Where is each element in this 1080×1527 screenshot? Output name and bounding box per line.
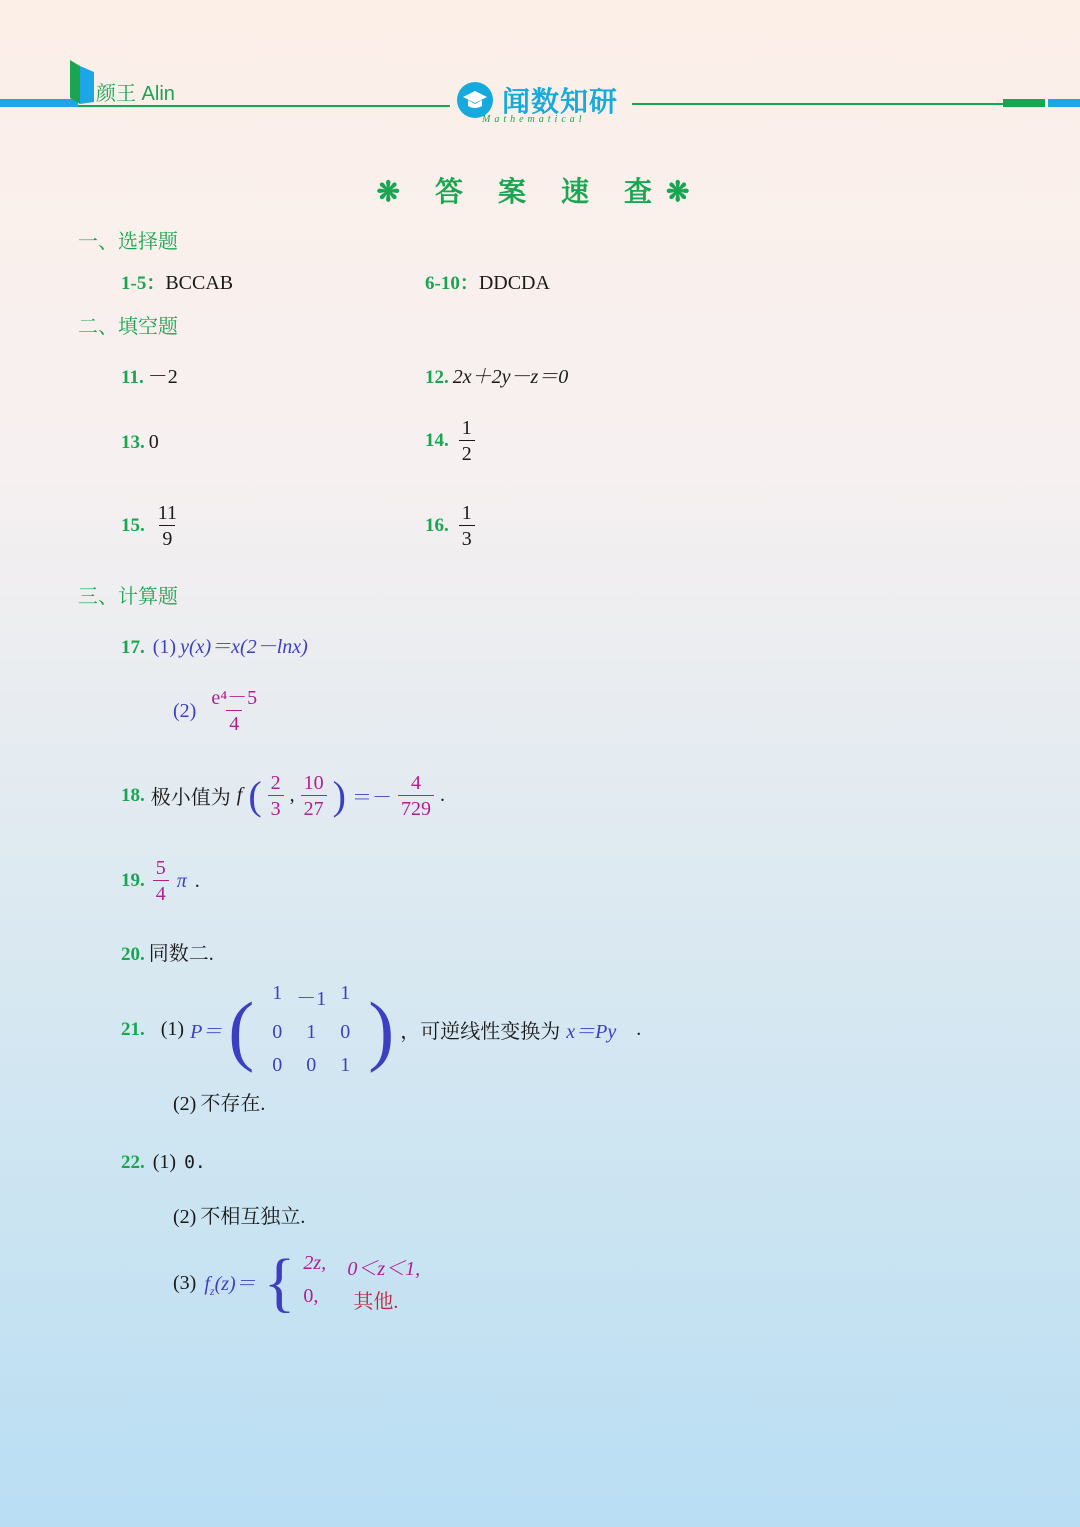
brand-name: 颜王 Alin <box>96 83 175 105</box>
point-x <box>268 773 284 819</box>
question-number: 16. <box>425 515 449 536</box>
answer-22-part-1 <box>121 1151 206 1174</box>
choice-answers-6-10 <box>425 268 550 295</box>
piecewise-cases <box>303 1252 477 1314</box>
denominator: 2 <box>459 440 475 464</box>
matrix-cell: 1 <box>306 1021 317 1043</box>
answer-fraction <box>153 858 169 904</box>
section-fill-heading: 二、填空题 <box>78 316 178 338</box>
case-value: 0, <box>303 1285 319 1307</box>
case-value: 2z, <box>303 1252 327 1274</box>
numerator: 5 <box>155 857 166 879</box>
answer-value: 0. <box>184 1152 206 1173</box>
part-label: (3) <box>173 1271 197 1294</box>
numerator: 2 <box>270 771 281 794</box>
pi-symbol: π <box>176 869 187 892</box>
function-symbol: f <box>236 784 243 806</box>
matrix-cell: 1 <box>340 1054 351 1076</box>
answer-value: 2x＋2y－z＝0 <box>452 366 569 388</box>
answer-14 <box>425 418 475 464</box>
part-label: (2) <box>173 1093 197 1115</box>
header-bar-green <box>1003 99 1045 107</box>
cases-brace: { <box>263 1246 296 1319</box>
answer-text: 同数二. <box>148 943 214 965</box>
comma: , <box>289 784 295 806</box>
matrix-cell: 0 <box>306 1054 317 1076</box>
numerator: 1 <box>461 502 472 524</box>
numerator: 4 <box>410 771 421 794</box>
answer-21-part-2 <box>173 1087 265 1116</box>
answer-expression: y(x)＝x(2－lnx) <box>180 636 308 658</box>
question-number: 13. <box>121 432 145 453</box>
choice-label-1-5: 1-5： <box>121 273 166 294</box>
answer-11 <box>121 360 178 389</box>
choice-value-6-10: DDCDA <box>478 272 550 294</box>
matrix-cell: －1 <box>296 988 327 1010</box>
answer-17-part-2 <box>173 688 260 734</box>
answer-value: －2 <box>147 366 178 388</box>
period: . <box>439 784 445 806</box>
answer-text: 极小值为 <box>150 787 231 809</box>
matrix-name: P＝ <box>190 1021 223 1043</box>
denominator: 9 <box>159 525 175 549</box>
answer-17-part-1 <box>121 630 308 659</box>
answer-19 <box>121 858 200 904</box>
answer-22-part-2 <box>173 1200 305 1229</box>
matrix-cell: 1 <box>272 982 283 1004</box>
answer-13 <box>121 431 159 454</box>
question-number: 22. <box>121 1152 145 1173</box>
numerator: 1 <box>461 417 472 439</box>
part-label: (2) <box>173 699 197 722</box>
answer-12 <box>425 360 568 389</box>
question-number: 19. <box>121 870 145 891</box>
matrix-cell: 0 <box>272 1021 283 1043</box>
question-number: 18. <box>121 784 145 806</box>
question-number: 14. <box>425 430 449 451</box>
answer-expression: x＝Py <box>566 1021 617 1043</box>
question-number: 11. <box>121 367 144 388</box>
logo-subtitle: Mathematical <box>482 114 586 125</box>
equals-sign: ＝－ <box>351 787 392 809</box>
numerator: 10 <box>303 771 324 794</box>
question-number: 15. <box>121 515 145 536</box>
left-paren: ( <box>248 773 262 818</box>
function-symbol: f <box>204 1273 210 1295</box>
answer-fraction <box>459 503 475 549</box>
part-label: (1) <box>152 1151 177 1173</box>
matrix-P <box>260 982 362 1077</box>
section-calc-heading: 三、计算题 <box>78 586 178 608</box>
logo-title: 闻数知研 <box>502 86 619 117</box>
answer-fraction <box>155 503 180 549</box>
answer-fraction <box>208 688 260 734</box>
answer-text: 不相互独立. <box>200 1206 306 1228</box>
period: . <box>636 1018 642 1040</box>
section-choice-heading: 一、选择题 <box>78 231 178 253</box>
right-paren: ) <box>332 773 346 818</box>
function-name <box>204 1267 255 1299</box>
denominator: 27 <box>301 795 327 819</box>
book-logo-icon <box>70 58 96 104</box>
header-bar-left <box>0 99 78 107</box>
matrix-right-paren: ) <box>368 985 395 1073</box>
answer-21-part-1 <box>121 982 641 1077</box>
matrix-left-paren: ( <box>228 985 255 1073</box>
part-label: (1) <box>160 1018 185 1040</box>
period: . <box>194 869 200 892</box>
part-label: (2) <box>173 1206 197 1228</box>
point-y <box>301 773 327 819</box>
answer-fraction <box>398 773 434 819</box>
matrix-cell: 0 <box>340 1021 351 1043</box>
numerator: 11 <box>157 502 178 524</box>
answer-text: ，可逆线性变换为 <box>400 1021 561 1043</box>
header-line-right <box>632 103 1004 105</box>
answer-16 <box>425 503 475 549</box>
page-title: ❋ 答 案 速 查❋ <box>376 177 704 208</box>
matrix-cell: 1 <box>340 982 351 1004</box>
case-condition: 其他. <box>353 1291 399 1313</box>
answer-22-part-3 <box>173 1246 477 1319</box>
question-number: 17. <box>121 637 145 658</box>
denominator: 4 <box>153 880 169 904</box>
answer-value: 0 <box>148 431 159 453</box>
answer-15 <box>121 503 180 549</box>
question-number: 12. <box>425 367 449 388</box>
numerator: e⁴－5 <box>211 687 258 709</box>
case-condition: 0＜z＜1, <box>347 1258 421 1280</box>
function-argument: (z)＝ <box>214 1273 256 1295</box>
denominator: 3 <box>268 795 284 819</box>
denominator: 4 <box>226 710 242 734</box>
question-number: 21. <box>121 1018 145 1040</box>
denominator: 729 <box>398 795 434 819</box>
answer-fraction <box>459 418 475 464</box>
choice-answers-1-5 <box>121 268 233 295</box>
header-bar-right <box>1048 99 1080 107</box>
answer-text: 不存在. <box>200 1093 266 1115</box>
question-number: 20. <box>121 944 145 965</box>
answer-18 <box>121 772 445 819</box>
answer-20 <box>121 937 214 966</box>
choice-value-1-5: BCCAB <box>165 272 234 294</box>
matrix-cell: 0 <box>272 1054 283 1076</box>
function-subscript: z <box>209 1284 215 1298</box>
part-label: (1) <box>152 636 177 658</box>
choice-label-6-10: 6-10： <box>425 273 479 294</box>
denominator: 3 <box>459 525 475 549</box>
